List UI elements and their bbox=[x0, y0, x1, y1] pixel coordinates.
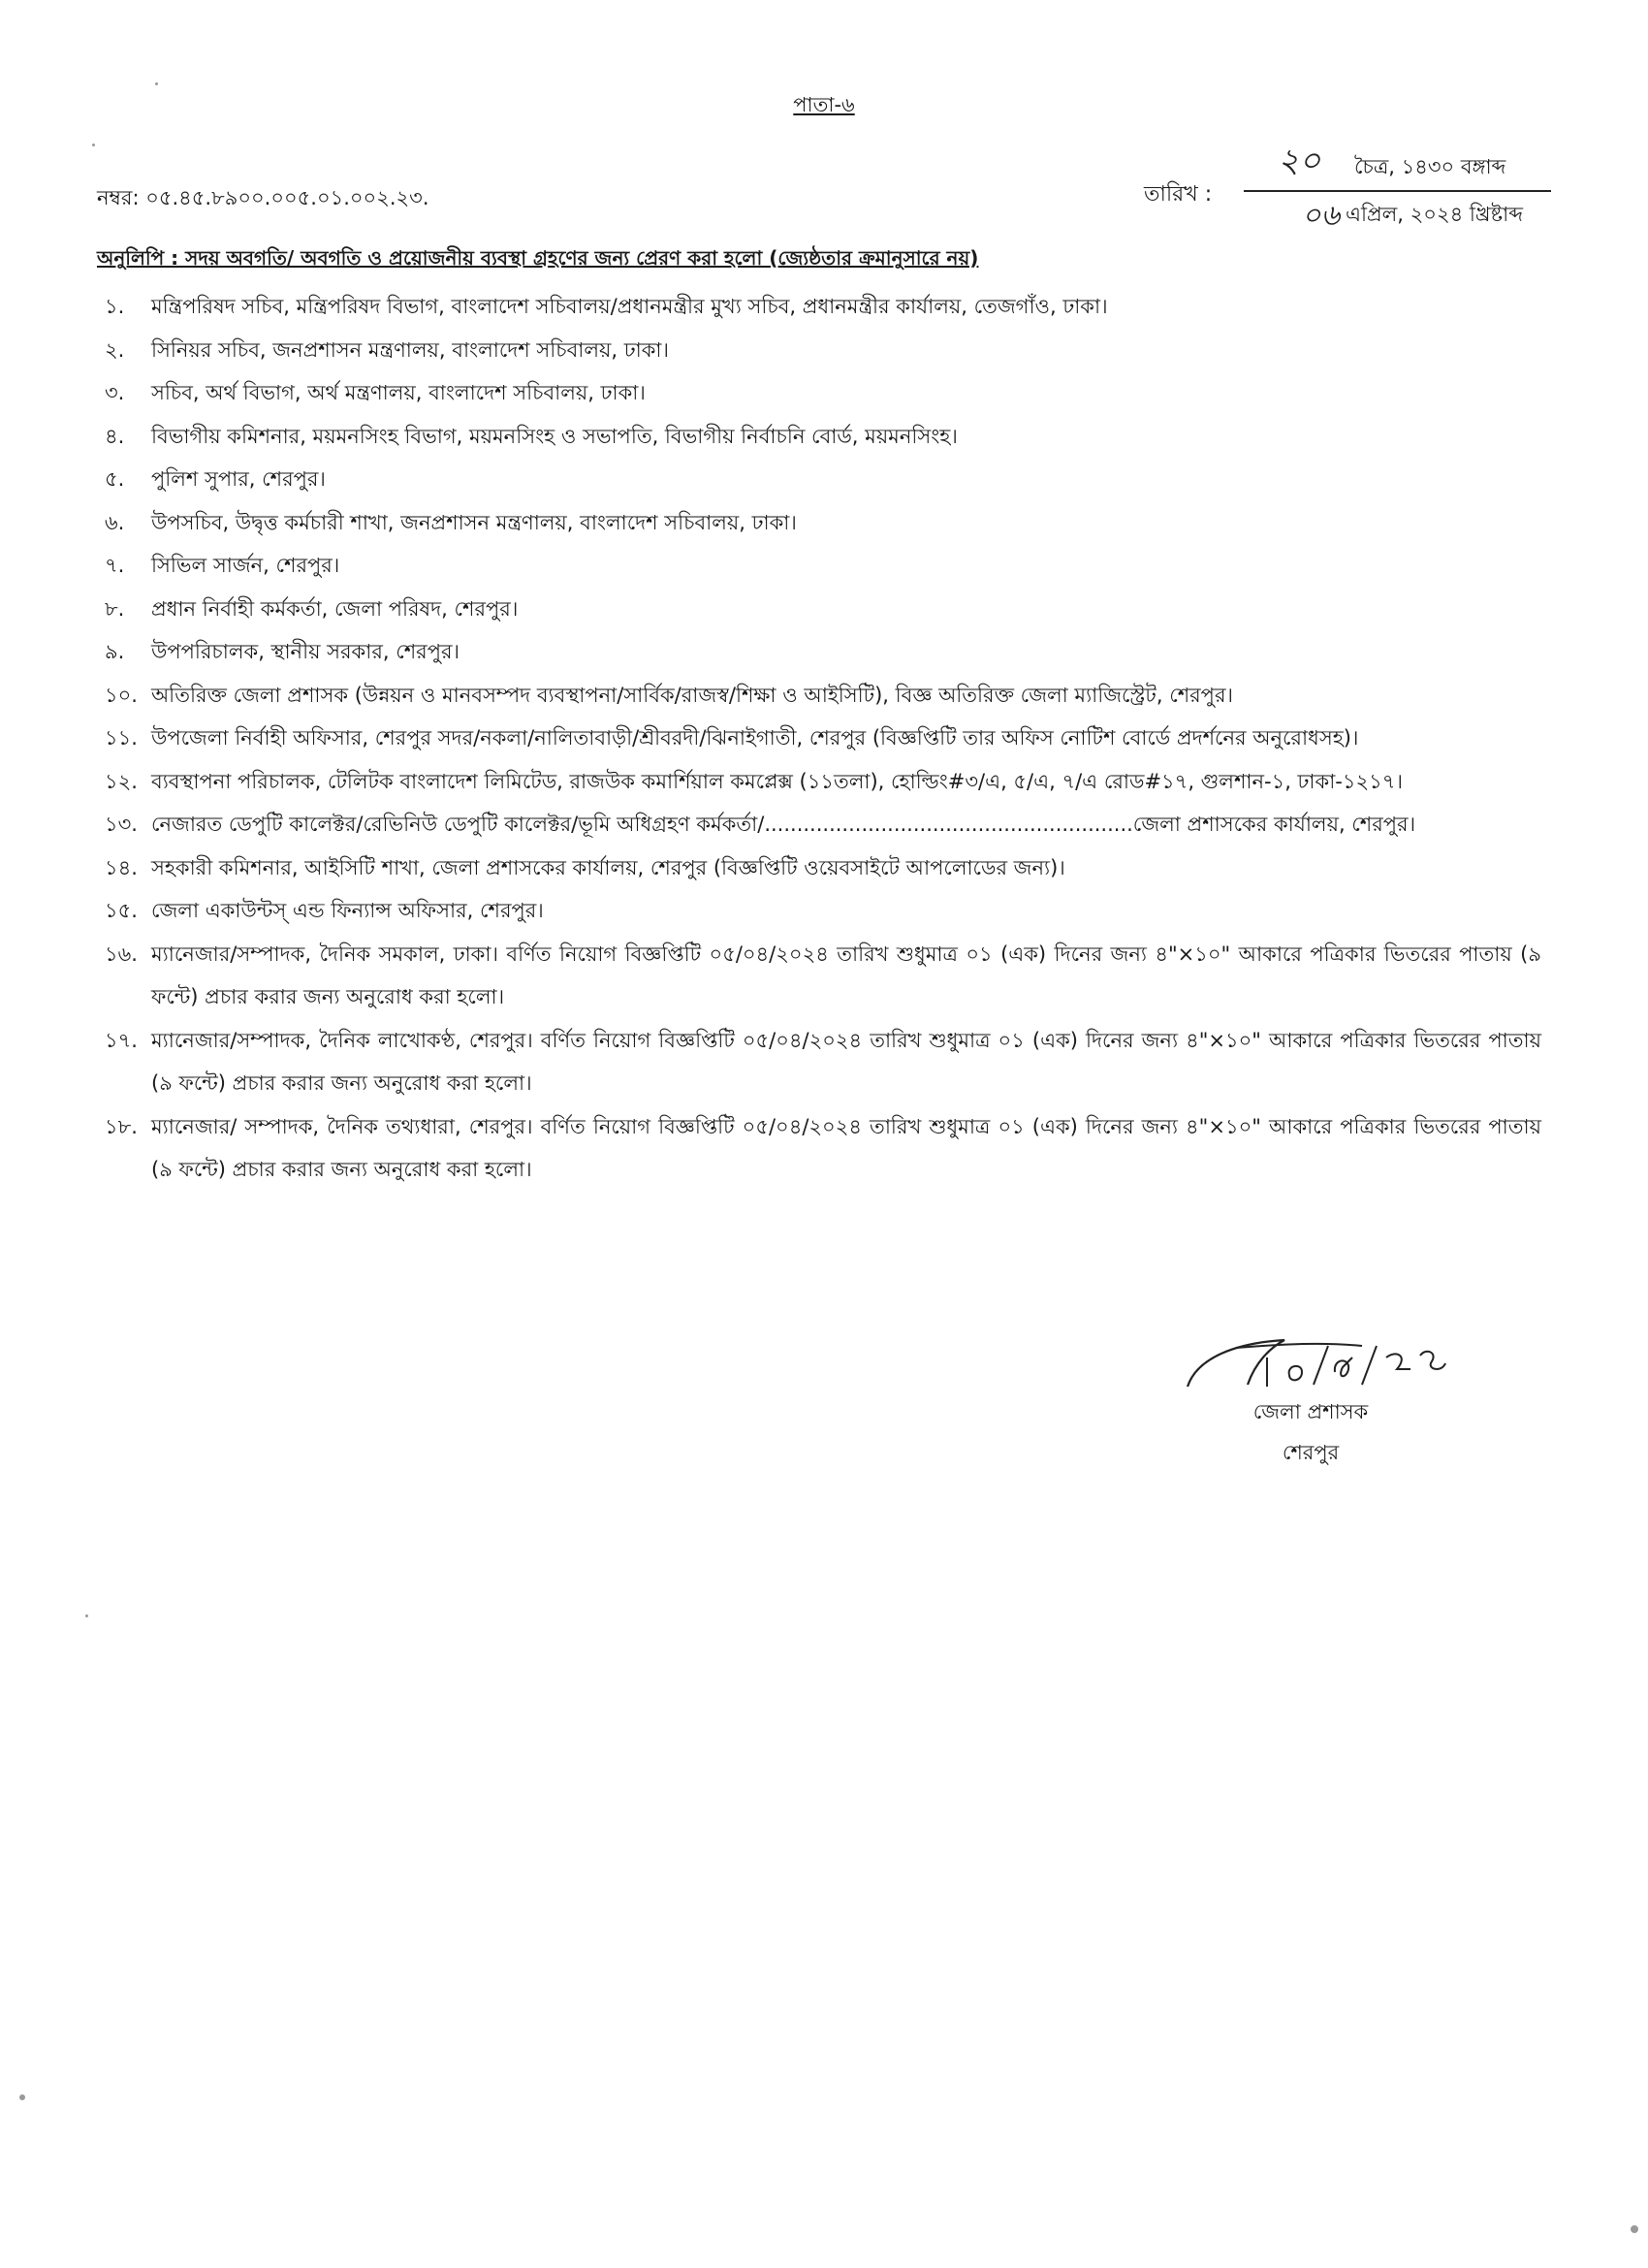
list-item-number: ৫. bbox=[105, 467, 125, 491]
date-bangla-rest: চৈত্র, ১৪৩০ বঙ্গাব্দ bbox=[1354, 155, 1506, 178]
list-item-text: ম্যানেজার/সম্পাদক, দৈনিক লাখোকণ্ঠ, শেরপুর। বর্ণিত নিয়োগ বিজ্ঞপ্তিটি ০৫/০৪/২০২৪ তারিখ শুধুমাত্র ০১ (এক) দিনের জন্য ৪"×১০" আকারে পত্রিকার ভিতরের পাতায় (৯ ফন্টে) প্রচার করার জন্য অনুরোধ করা হলো। bbox=[151, 1028, 1541, 1095]
list-item-number: ১৫. bbox=[105, 899, 138, 922]
list-item-text: মন্ত্রিপরিষদ সচিব, মন্ত্রিপরিষদ বিভাগ, বাংলাদেশ সচিবালয়/প্রধানমন্ত্রীর মুখ্য সচিব, প্রধানমন্ত্রীর কার্যালয়, তেজগাঁও, ঢাকা। bbox=[151, 295, 1108, 318]
page-label-text: পাতা-৬ bbox=[793, 93, 855, 116]
list-item-number: ২. bbox=[105, 337, 125, 362]
scan-speck bbox=[19, 2094, 25, 2100]
list-item-number: ৮. bbox=[105, 596, 125, 621]
list-item-number: ১৮. bbox=[105, 1114, 138, 1138]
list-item bbox=[97, 588, 1541, 631]
list-item-number: ৪. bbox=[105, 424, 125, 448]
signatory-designation: জেলা প্রশাসক bbox=[1252, 1400, 1369, 1423]
list-item-number: ১০. bbox=[105, 683, 138, 707]
list-item-text: সচিব, অর্থ বিভাগ, অর্থ মন্ত্রণালয়, বাংলাদেশ সচিবালয়, ঢাকা। bbox=[151, 381, 646, 404]
list-item-number: ১৪. bbox=[105, 855, 138, 879]
list-item bbox=[97, 415, 1541, 459]
list-item-text: সিনিয়র সচিব, জনপ্রশাসন মন্ত্রণালয়, বাংলাদেশ সচিবালয়, ঢাকা। bbox=[151, 337, 670, 362]
list-item-text: নেজারত ডেপুটি কালেক্টর/রেভিনিউ ডেপুটি কালেক্টর/ভূমি অধিগ্রহণ কর্মকর্তা/.........................................................জেলা প্রশাসকের কার্যালয়, শেরপুর। bbox=[151, 813, 1416, 836]
recipient-list bbox=[97, 285, 1541, 1192]
scan-speck bbox=[92, 144, 95, 146]
list-item-number: ৬. bbox=[105, 510, 125, 534]
list-item-text: ম্যানেজার/সম্পাদক, দৈনিক সমকাল, ঢাকা। বর্ণিত নিয়োগ বিজ্ঞপ্তিটি ০৫/০৪/২০২৪ তারিখ শুধুমাত্র ০১ (এক) দিনের জন্য ৪"×১০" আকারে পত্রিকার ভিতরের পাতায় (৯ ফন্টে) প্রচার করার জন্য অনুরোধ করা হলো। bbox=[151, 942, 1541, 1008]
list-item-text: বিভাগীয় কমিশনার, ময়মনসিংহ বিভাগ, ময়মনসিংহ ও সভাপতি, বিভাগীয় নির্বাচনি বোর্ড, ময়মনসিংহ। bbox=[151, 424, 958, 448]
list-item bbox=[97, 329, 1541, 372]
list-item-text: সিভিল সার্জন, শেরপুর। bbox=[151, 554, 340, 577]
list-item-text: ম্যানেজার/ সম্পাদক, দৈনিক তথ্যধারা, শেরপুর। বর্ণিত নিয়োগ বিজ্ঞপ্তিটি ০৫/০৪/২০২৪ তারিখ শুধুমাত্র ০১ (এক) দিনের জন্য ৪"×১০" আকারে পত্রিকার ভিতরের পাতায় (৯ ফন্টে) প্রচার করার জন্য অনুরোধ করা হলো। bbox=[151, 1114, 1541, 1181]
list-item-number: ৩. bbox=[105, 381, 125, 404]
list-item-text: ব্যবস্থাপনা পরিচালক, টেলিটক বাংলাদেশ লিমিটেড, রাজউক কমার্শিয়াল কমপ্লেক্স (১১তলা), হোল্ডিং#৩/এ, ৫/এ, ৭/এ রোড#১৭, গুলশান-১, ঢাকা-১২১৭। bbox=[151, 769, 1403, 793]
date-english-day-handwritten: ০৬ bbox=[1302, 199, 1341, 233]
list-item bbox=[97, 501, 1541, 545]
list-item-number: ১২. bbox=[105, 769, 138, 793]
list-item bbox=[97, 889, 1541, 933]
list-item-number: ১১. bbox=[105, 726, 138, 750]
list-item bbox=[97, 285, 1541, 329]
list-item-number: ১৭. bbox=[105, 1028, 138, 1052]
list-item bbox=[97, 1105, 1541, 1192]
list-item bbox=[97, 371, 1541, 415]
list-item bbox=[97, 544, 1541, 588]
list-item-text: অতিরিক্ত জেলা প্রশাসক (উন্নয়ন ও মানবসম্পদ ব্যবস্থাপনা/সার্বিক/রাজস্ব/শিক্ষা ও আইসিটি), বিজ্ঞ অতিরিক্ত জেলা ম্যাজিস্ট্রেট, শেরপুর। bbox=[151, 683, 1234, 707]
list-item bbox=[97, 760, 1541, 804]
signatory-block bbox=[1233, 1391, 1388, 1473]
page-label bbox=[0, 89, 1648, 123]
list-item-text: উপপরিচালক, স্থানীয় সরকার, শেরপুর। bbox=[151, 640, 460, 663]
date-divider-line bbox=[1244, 190, 1551, 192]
list-item bbox=[97, 847, 1541, 890]
date-bangla-day-handwritten: ২০ bbox=[1278, 142, 1321, 180]
list-item bbox=[97, 717, 1541, 760]
list-item bbox=[97, 674, 1541, 718]
list-item-text: উপসচিব, উদ্বৃত্ত কর্মচারী শাখা, জনপ্রশাসন মন্ত্রণালয়, বাংলাদেশ সচিবালয়, ঢাকা। bbox=[151, 510, 797, 534]
list-item bbox=[97, 458, 1541, 501]
list-item-number: ১. bbox=[105, 295, 125, 318]
list-item-number: ৯. bbox=[105, 640, 125, 663]
list-item-number: ১৬. bbox=[105, 942, 138, 966]
copy-heading: অনুলিপি : সদয় অবগতি/ অবগতি ও প্রয়োজনীয় ব্যবস্থা গ্রহণের জন্য প্রেরণ করা হলো (জ্যেষ্ঠতার ক্রমানুসারে নয়) bbox=[97, 246, 979, 270]
scan-speck bbox=[1631, 2225, 1638, 2233]
list-item bbox=[97, 630, 1541, 674]
date-english-rest: এপ্রিল, ২০২৪ খ্রিষ্টাব্দ bbox=[1346, 203, 1523, 226]
list-item-text: প্রধান নির্বাহী কর্মকর্তা, জেলা পরিষদ, শেরপুর। bbox=[151, 596, 519, 621]
list-item-text: সহকারী কমিশনার, আইসিটি শাখা, জেলা প্রশাসকের কার্যালয়, শেরপুর (বিজ্ঞপ্তিটি ওয়েবসাইটে আপলোডের জন্য)। bbox=[151, 855, 1065, 879]
list-item-text: পুলিশ সুপার, শেরপুর। bbox=[151, 467, 326, 491]
scan-speck bbox=[85, 1614, 88, 1617]
list-item bbox=[97, 933, 1541, 1019]
signatory-district: শেরপুর bbox=[1282, 1441, 1340, 1464]
list-item-number: ৭. bbox=[105, 554, 125, 577]
list-item-number: ১৩. bbox=[105, 813, 138, 836]
memo-number: নম্বর: ০৫.৪৫.৮৯০০.০০৫.০১.০০২.২৩. bbox=[97, 186, 429, 209]
date-label: তারিখ : bbox=[1144, 182, 1213, 207]
list-item bbox=[97, 1019, 1541, 1105]
list-item-text: উপজেলা নির্বাহী অফিসার, শেরপুর সদর/নকলা/নালিতাবাড়ী/শ্রীবরদী/ঝিনাইগাতী, শেরপুর (বিজ্ঞপ্তিটি তার অফিস নোটিশ বোর্ডে প্রদর্শনের অনুরোধসহ)। bbox=[151, 726, 1359, 750]
scan-speck bbox=[155, 82, 158, 85]
list-item-text: জেলা একাউন্টস্ এন্ড ফিন্যান্স অফিসার, শেরপুর। bbox=[151, 899, 544, 922]
list-item bbox=[97, 803, 1541, 847]
